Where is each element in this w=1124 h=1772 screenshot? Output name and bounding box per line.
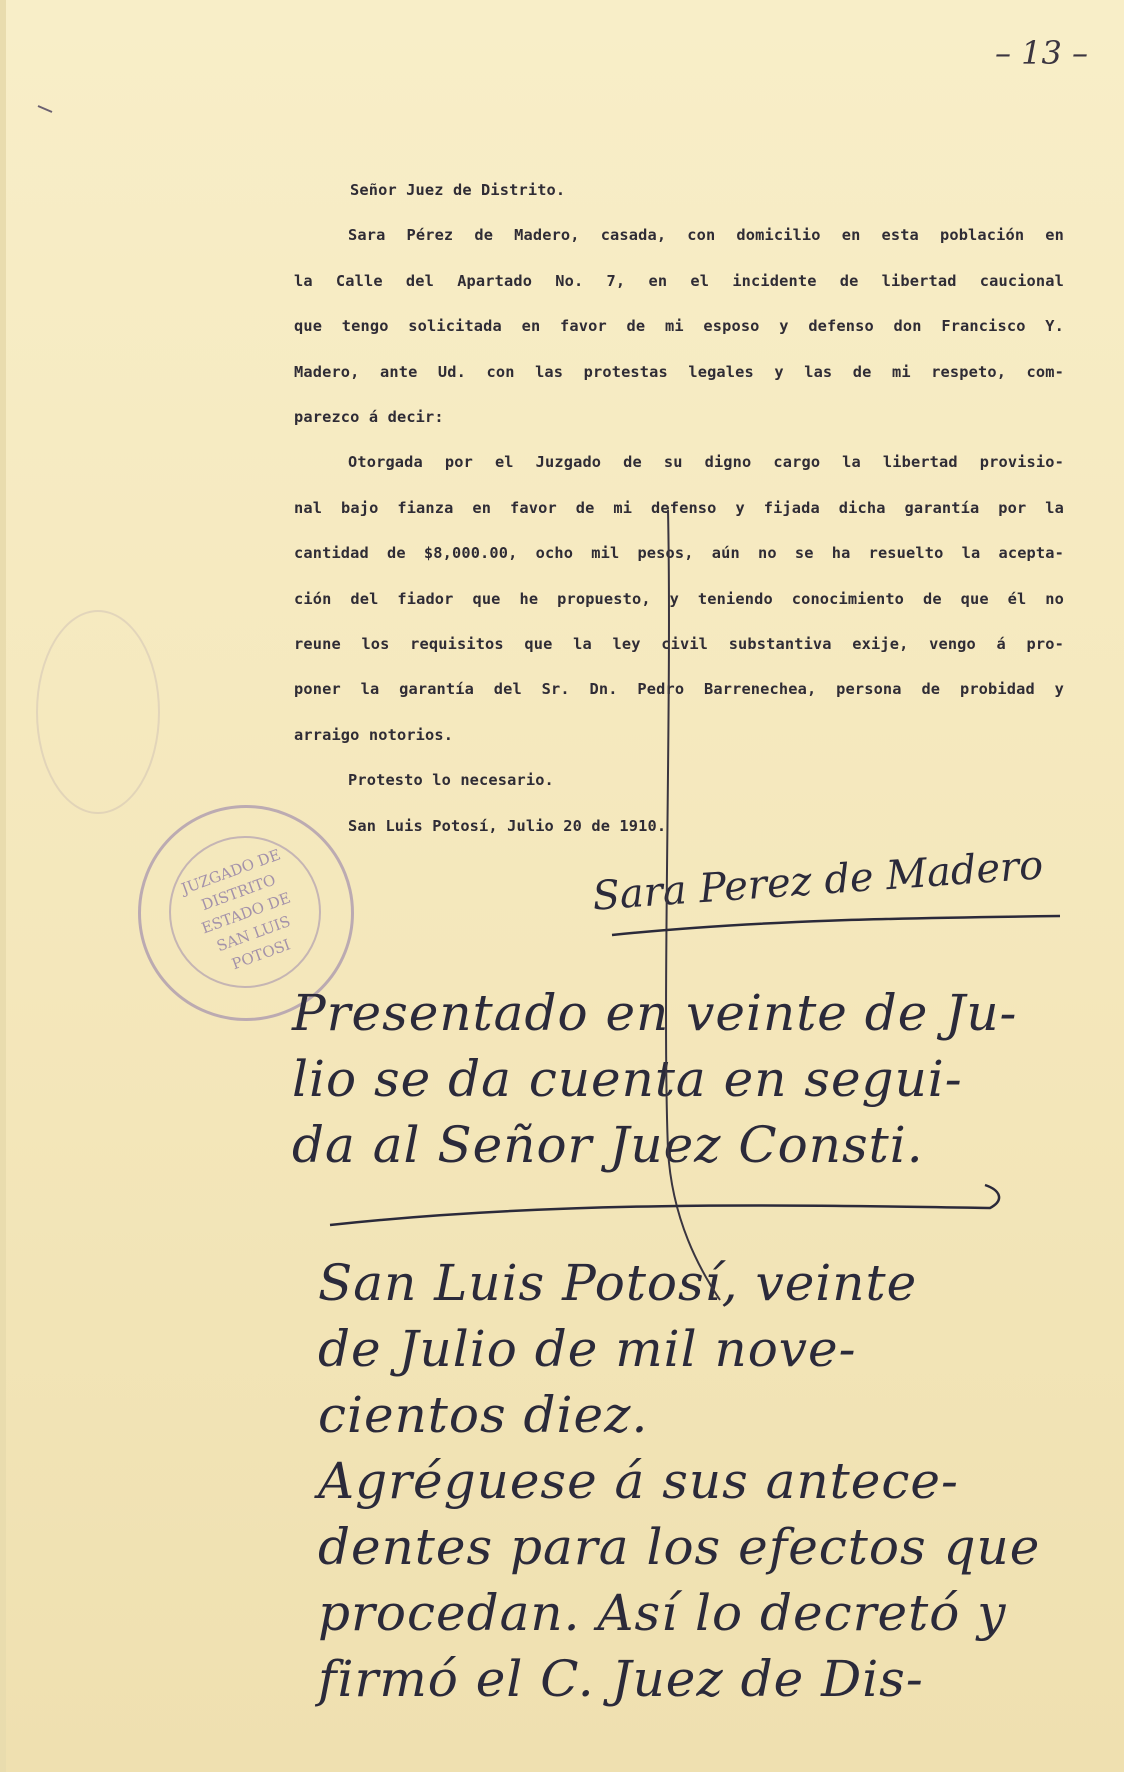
handwritten-line: dentes para los efectos que (318, 1518, 1041, 1576)
page-number: – 13 – (994, 34, 1088, 72)
handwritten-line: lio se da cuenta en segui- (292, 1050, 963, 1108)
closing-line: Protesto lo necesario. (348, 771, 554, 790)
place-date: San Luis Potosí, Julio 20 de 1910. (348, 816, 667, 835)
paragraph-line: poner la garantía del Sr. Dn. Pedro Barrenechea, persona de probidad y (294, 680, 1064, 699)
paragraph-line: la Calle del Apartado No. 7, en el incidente de libertad caucional (294, 271, 1064, 290)
paragraph-line: nal bajo fianza en favor de mi defenso y fijada dicha garantía por la (294, 498, 1064, 517)
top-corner-mark (38, 106, 52, 112)
handwritten-line: de Julio de mil nove- (318, 1320, 857, 1378)
paragraph-line: Madero, ante Ud. con las protestas legales y las de mi respeto, com- (294, 362, 1064, 381)
paragraph-line: parezco á decir: (294, 408, 444, 427)
handwritten-line: firmó el C. Juez de Dis- (318, 1650, 924, 1708)
handwritten-line: cientos diez. (318, 1386, 649, 1444)
paragraph-line: reune los requisitos que la ley civil substantiva exije, vengo á pro- (294, 635, 1064, 654)
separator-flourish (330, 1185, 999, 1225)
handwritten-line: da al Señor Juez Consti. (292, 1116, 924, 1174)
vertical-pen-stroke (666, 510, 720, 1300)
handwritten-line: Presentado en veinte de Ju- (292, 984, 1018, 1042)
handwritten-line: procedan. Así lo decretó y (318, 1584, 1007, 1642)
paragraph-line: que tengo solicitada en favor de mi esposo y defenso don Francisco Y. (294, 317, 1064, 336)
signature: Sara Perez de Madero (590, 842, 1045, 920)
salutation: Señor Juez de Distrito. (350, 181, 566, 199)
signature-underline (612, 916, 1060, 935)
court-seal-text: JUZGADO DE DISTRITO ESTADO DE SAN LUIS POTOSI (179, 845, 293, 974)
paragraph-line: Sara Pérez de Madero, casada, con domicilio en esta población en (348, 226, 1064, 245)
paragraph-line: Otorgada por el Juzgado de su digno cargo la libertad provisio- (348, 453, 1064, 472)
paragraph-line: cantidad de $8,000.00, ocho mil pesos, aún no se ha resuelto la acepta- (294, 544, 1064, 563)
handwritten-line: San Luis Potosí, veinte (318, 1254, 918, 1312)
handwritten-line: Agréguese á sus antece- (318, 1452, 959, 1510)
paragraph-line: ción del fiador que he propuesto, y teniendo conocimiento de que él no (294, 589, 1064, 608)
paragraph-line: arraigo notorios. (294, 725, 454, 744)
